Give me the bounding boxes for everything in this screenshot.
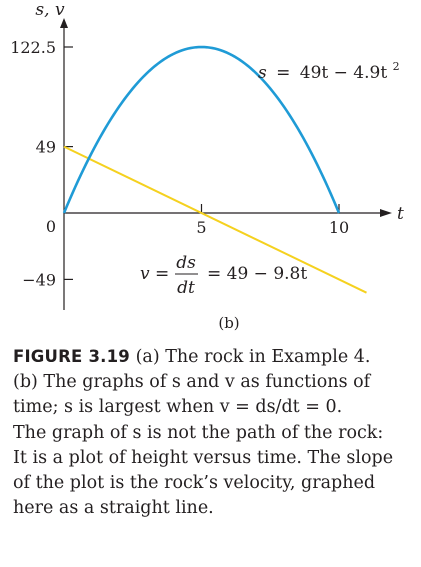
y-tick-label: 49 <box>35 137 56 157</box>
caption-line-7: here as a straight line. <box>13 498 214 519</box>
x-axis-arrowhead <box>380 209 392 217</box>
caption-line-5: It is a plot of height versus time. The slope <box>13 447 394 468</box>
x-axis-label: t <box>397 204 404 224</box>
position-formula-lhs: s <box>258 63 267 83</box>
caption-line-6: of the plot is the rock’s velocity, graphed <box>13 473 376 494</box>
caption-line-1: (a) The rock in Example 4. <box>135 347 371 367</box>
position-curve <box>64 47 339 213</box>
y-tick-label: 122.5 <box>10 38 56 57</box>
position-formula-exponent: 2 <box>392 60 400 73</box>
x-tick-label: 10 <box>328 218 350 237</box>
position-formula-rhs: 49t − 4.9t <box>299 63 388 83</box>
caption-line-2: (b) The graphs of s and v as functions of <box>13 372 371 393</box>
velocity-formula-lhs: v = <box>140 264 170 284</box>
caption-line-3: time; s is largest when v = ds/dt = 0. <box>13 397 343 418</box>
position-formula-eq: = <box>276 63 291 83</box>
figure-caption <box>13 344 413 521</box>
position-formula <box>258 60 400 83</box>
caption-line-4: The graph of s is not the path of the rock: <box>13 422 384 443</box>
y-tick-label: 0 <box>45 217 56 236</box>
y-axis-label: s, v <box>35 0 65 20</box>
panel-label: (b) <box>218 314 240 332</box>
velocity-formula-rhs: = 49 − 9.8t <box>207 264 308 284</box>
velocity-formula-numerator: ds <box>176 253 196 273</box>
x-tick-label: 5 <box>196 218 207 237</box>
velocity-formula-denominator: dt <box>177 278 195 298</box>
y-tick-label: −49 <box>22 270 56 290</box>
caption-figure-label: FIGURE 3.19 <box>13 347 130 366</box>
